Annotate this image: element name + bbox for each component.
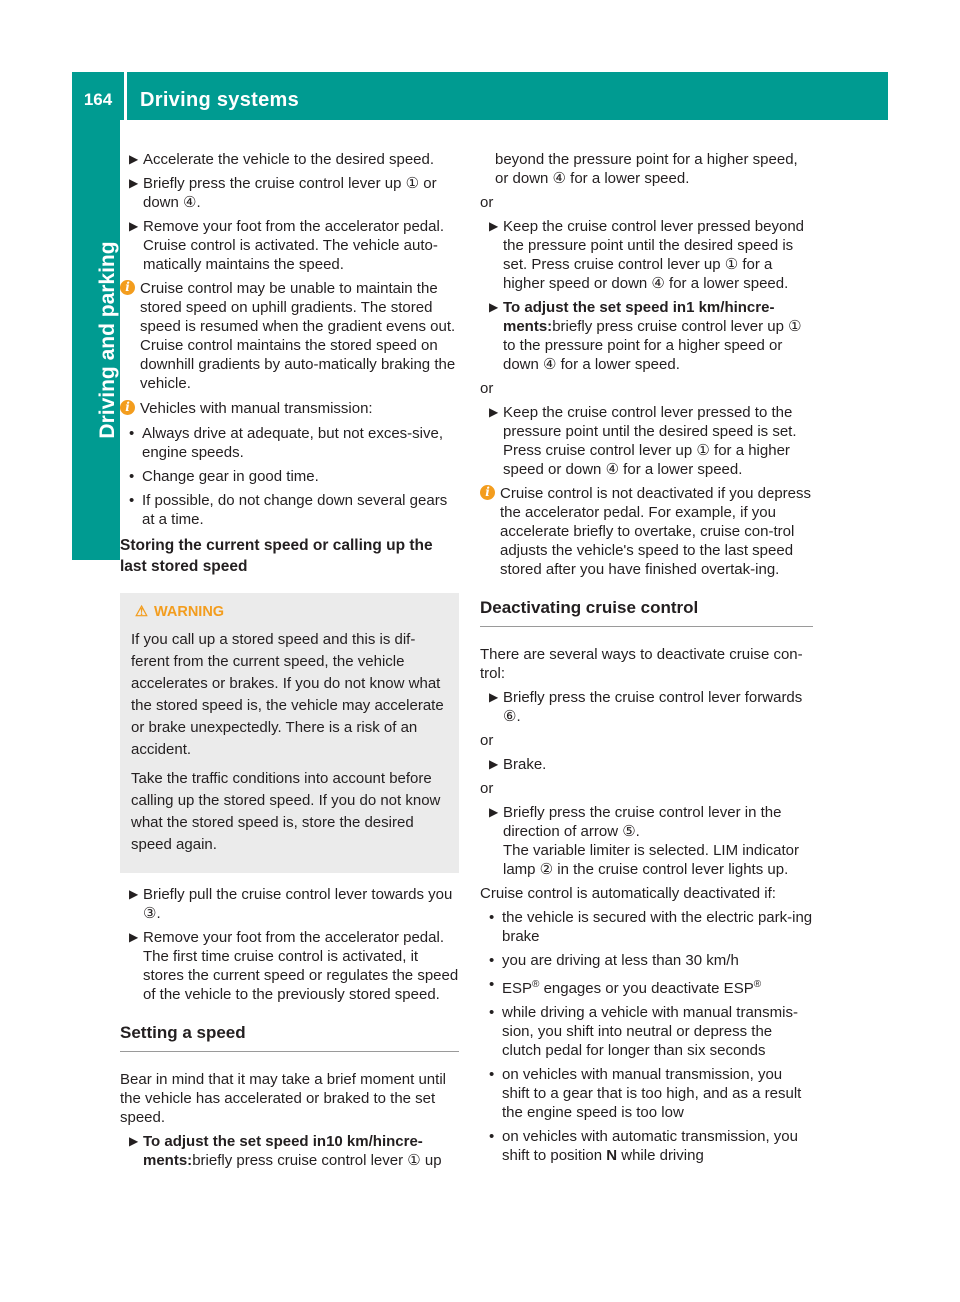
bullet-icon: •	[489, 1066, 495, 1083]
warning-box	[120, 593, 459, 873]
instruction-item: ▶ Brake.	[489, 756, 547, 773]
bullet-item: • If possible, do not change down several gears at a time.	[129, 492, 448, 528]
instruction-item: ▶ Remove your foot from the accelerator pedal. The first time cruise control is activated, it stores the current speed or regulates the speed of the vehicle to the previously stored speed.	[129, 929, 459, 1003]
arrow-icon: ▶	[129, 1134, 139, 1148]
instruction-item: ▶ Keep the cruise control lever pressed to the pressure point until the desired speed is set. Press cruise control lever up ① for a higher speed or down ④ for a lower speed.	[489, 404, 797, 478]
header-divider	[124, 72, 127, 120]
bullet-icon: •	[129, 425, 135, 442]
bullet-item: • Always drive at adequate, but not exces-sive, engine speeds.	[129, 425, 443, 461]
header-title: Driving systems	[140, 89, 300, 111]
bullet-item: • on vehicles with manual transmission, you shift to a gear that is too high, and as a result the engine speed is too low	[489, 1066, 802, 1121]
instruction-item: ▶ Keep the cruise control lever pressed beyond the pressure point until the desired speed is set. Press cruise control lever up ① for a higher speed or down ④ for a lower speed.	[489, 218, 805, 292]
arrow-icon: ▶	[489, 757, 499, 771]
arrow-icon: ▶	[129, 176, 139, 190]
bullet-item: • you are driving at less than 30 km/h	[489, 952, 739, 969]
arrow-icon: ▶	[129, 152, 139, 166]
instruction-item: ▶ To adjust the set speed in1 km/hincre-ments:briefly press cruise control lever up ① to the pressure point for a higher speed or down ④ for a lower speed.	[489, 299, 802, 373]
bullet-icon: •	[489, 952, 495, 969]
or-label: or	[480, 380, 494, 397]
or-label: or	[480, 732, 494, 749]
bullet-icon: •	[129, 492, 135, 509]
arrow-icon: ▶	[129, 219, 139, 233]
right-column	[480, 150, 813, 1170]
bullet-item: • ESP® engages or you deactivate ESP®	[489, 976, 762, 997]
section-heading-storing: Storing the current speed or calling up the last stored speed	[120, 537, 433, 575]
paragraph: There are several ways to deactivate cruise con-trol:	[480, 646, 803, 682]
instruction-item: ▶ Remove your foot from the accelerator pedal. Cruise control is activated. The vehicle auto-matically maintains the speed.	[129, 218, 444, 273]
bullet-item: • Change gear in good time.	[129, 468, 319, 485]
instruction-item: ▶ To adjust the set speed in10 km/hincre-ments:briefly press cruise control lever ① up	[129, 1133, 442, 1169]
arrow-icon: ▶	[489, 690, 499, 704]
left-column	[120, 150, 459, 1175]
bullet-icon: •	[489, 976, 495, 993]
section-heading-setting: Setting a speed	[120, 1022, 459, 1052]
info-note: i Vehicles with manual transmission:	[120, 399, 459, 418]
info-icon: i	[120, 280, 135, 295]
warning-text: If you call up a stored speed and this is dif-ferent from the current speed, the vehicle accelerates or brakes. If you do not know what the stored speed is, the vehicle may accelerate or brake unexpectedly. There is a risk of an accident.	[131, 631, 444, 758]
bullet-icon: •	[129, 468, 135, 485]
instruction-item: ▶ Briefly press the cruise control lever forwards ⑥.	[489, 689, 803, 725]
bullet-item: • while driving a vehicle with manual transmis-sion, you shift into neutral or depress the clutch pedal for longer than six seconds	[489, 1004, 798, 1059]
continued-text: beyond the pressure point for a higher speed, or down ④ for a lower speed.	[495, 151, 798, 187]
arrow-icon: ▶	[129, 930, 139, 944]
info-icon: i	[480, 485, 495, 500]
bullet-item: • on vehicles with automatic transmission, you shift to position N while driving	[489, 1128, 798, 1164]
bullet-icon: •	[489, 1004, 495, 1021]
warning-title: ⚠ WARNING	[131, 601, 448, 623]
warning-triangle-icon: ⚠	[135, 604, 148, 620]
page-number: 164	[83, 90, 113, 109]
section-heading-deactivating: Deactivating cruise control	[480, 597, 813, 627]
paragraph: Cruise control is automatically deactivated if:	[480, 885, 776, 902]
arrow-icon: ▶	[489, 300, 499, 314]
bullet-item: • the vehicle is secured with the electric park-ing brake	[489, 909, 813, 945]
or-label: or	[480, 780, 494, 797]
info-icon: i	[120, 400, 135, 415]
warning-text: Take the traffic conditions into account before calling up the stored speed. If you do not know what the stored speed is, store the desired speed again.	[131, 770, 441, 853]
instruction-item: ▶ Briefly pull the cruise control lever towards you ③.	[129, 886, 453, 922]
arrow-icon: ▶	[489, 805, 499, 819]
registered-mark: ®	[532, 979, 540, 990]
registered-mark: ®	[753, 979, 762, 990]
bullet-icon: •	[489, 909, 495, 926]
side-tab-label: Driving and parking	[96, 241, 119, 439]
instruction-item: ▶ Accelerate the vehicle to the desired speed.	[129, 151, 435, 168]
instruction-item: ▶ Briefly press the cruise control lever up ① or down ④.	[129, 175, 437, 211]
arrow-icon: ▶	[129, 887, 139, 901]
instruction-item: ▶ Briefly press the cruise control lever in the direction of arrow ⑤. The variable limiter is selected. LIM indicator lamp ② in the cruise control lever lights up.	[480, 803, 813, 879]
bullet-icon: •	[489, 1128, 495, 1145]
or-label: or	[480, 194, 494, 211]
instruction-result: The variable limiter is selected. LIM indicator lamp ② in the cruise control lever lights up.	[503, 842, 799, 878]
info-note: i Cruise control may be unable to maintain the stored speed on uphill gradients. The stored speed is resumed when the gradient evens out. Cruise control maintains the stored speed on downhill gradients by auto-matically braking the vehicle.	[120, 279, 459, 393]
arrow-icon: ▶	[489, 405, 499, 419]
arrow-icon: ▶	[489, 219, 499, 233]
info-note: i Cruise control is not deactivated if you depress the accelerator pedal. For example, if you accelerate briefly to overtake, cruise con-trol adjusts the vehicle's speed to the last speed stored after you have finished overtak-ing.	[480, 484, 813, 579]
paragraph: Bear in mind that it may take a brief moment until the vehicle has accelerated or braked to the set speed.	[120, 1071, 446, 1126]
